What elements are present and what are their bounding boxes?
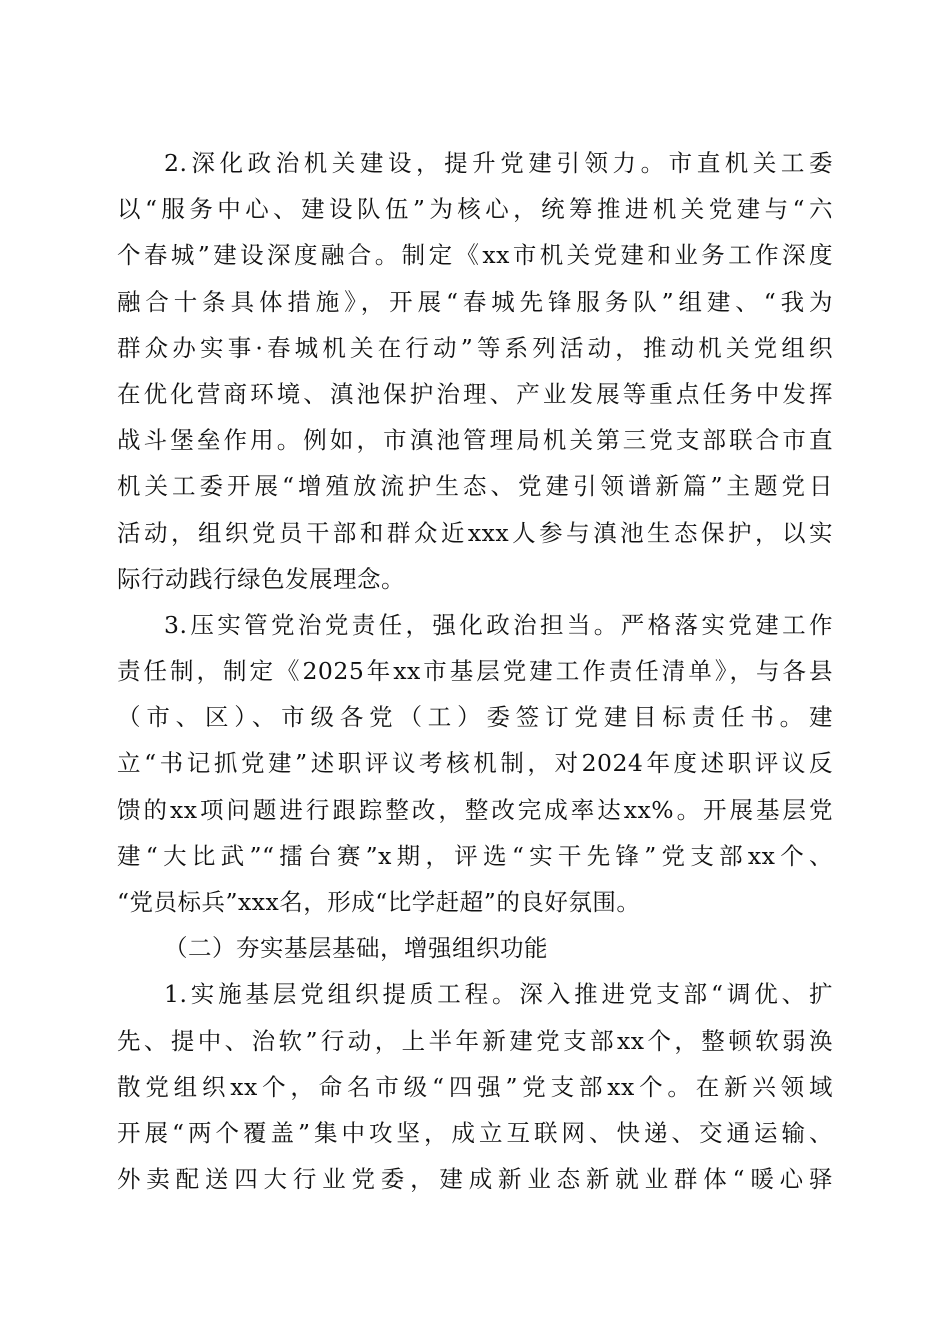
paragraph-line: 立“书记抓党建”述职评议考核机制，对2024年度述职评议反 [117, 749, 833, 778]
paragraph-line: 外卖配送四大行业党委，建成新业态新就业群体“暖心驿 [117, 1165, 833, 1194]
paragraph-line: 先、提中、治软”行动，上半年新建党支部xx个，整顿软弱涣 [117, 1026, 833, 1055]
paragraph-line: 在优化营商环境、滇池保护治理、产业发展等重点任务中发挥 [117, 379, 833, 408]
paragraph-line: 个春城”建设深度融合。制定《xx市机关党建和业务工作深度 [117, 241, 833, 270]
paragraph-line: 开展“两个覆盖”集中攻坚，成立互联网、快递、交通运输、 [117, 1118, 833, 1147]
document-body [117, 140, 833, 1202]
paragraph-line: 散党组织xx个，命名市级“四强”党支部xx个。在新兴领域 [117, 1072, 833, 1101]
paragraph-line: 际行动践行绿色发展理念。 [117, 564, 405, 593]
paragraph-line: “党员标兵”xxx名，形成“比学赶超”的良好氛围。 [117, 888, 641, 916]
paragraph-line: 2.深化政治机关建设，提升党建引领力。市直机关工委 [164, 149, 833, 177]
paragraph-line: 战斗堡垒作用。例如，市滇池管理局机关第三党支部联合市直 [117, 426, 833, 455]
section-heading: （二）夯实基层基础，增强组织功能 [164, 934, 548, 963]
paragraph-line: 以“服务中心、建设队伍”为核心，统筹推进机关党建与“六 [117, 195, 833, 224]
paragraph-line: 机关工委开展“增殖放流护生态、党建引领谱新篇”主题党日 [117, 472, 833, 501]
paragraph-line: 馈的xx项问题进行跟踪整改，整改完成率达xx%。开展基层党 [117, 795, 833, 824]
paragraph-line: 建“大比武”“擂台赛”x期，评选“实干先锋”党支部xx个、 [117, 841, 833, 870]
paragraph-line: 融合十条具体措施》，开展“春城先锋服务队”组建、“我为 [117, 287, 833, 316]
paragraph-line: 群众办实事·春城机关在行动”等系列活动，推动机关党组织 [117, 333, 833, 362]
paragraph-line: （市、区）、市级各党（工）委签订党建目标责任书。建 [117, 703, 833, 732]
paragraph-line: 1.实施基层党组织提质工程。深入推进党支部“调优、扩 [164, 980, 833, 1009]
paragraph-line: 活动，组织党员干部和群众近xxx人参与滇池生态保护，以实 [117, 518, 833, 547]
paragraph-line: 责任制，制定《2025年xx市基层党建工作责任清单》，与各县 [117, 657, 833, 686]
paragraph-line: 3.压实管党治党责任，强化政治担当。严格落实党建工作 [164, 610, 833, 639]
